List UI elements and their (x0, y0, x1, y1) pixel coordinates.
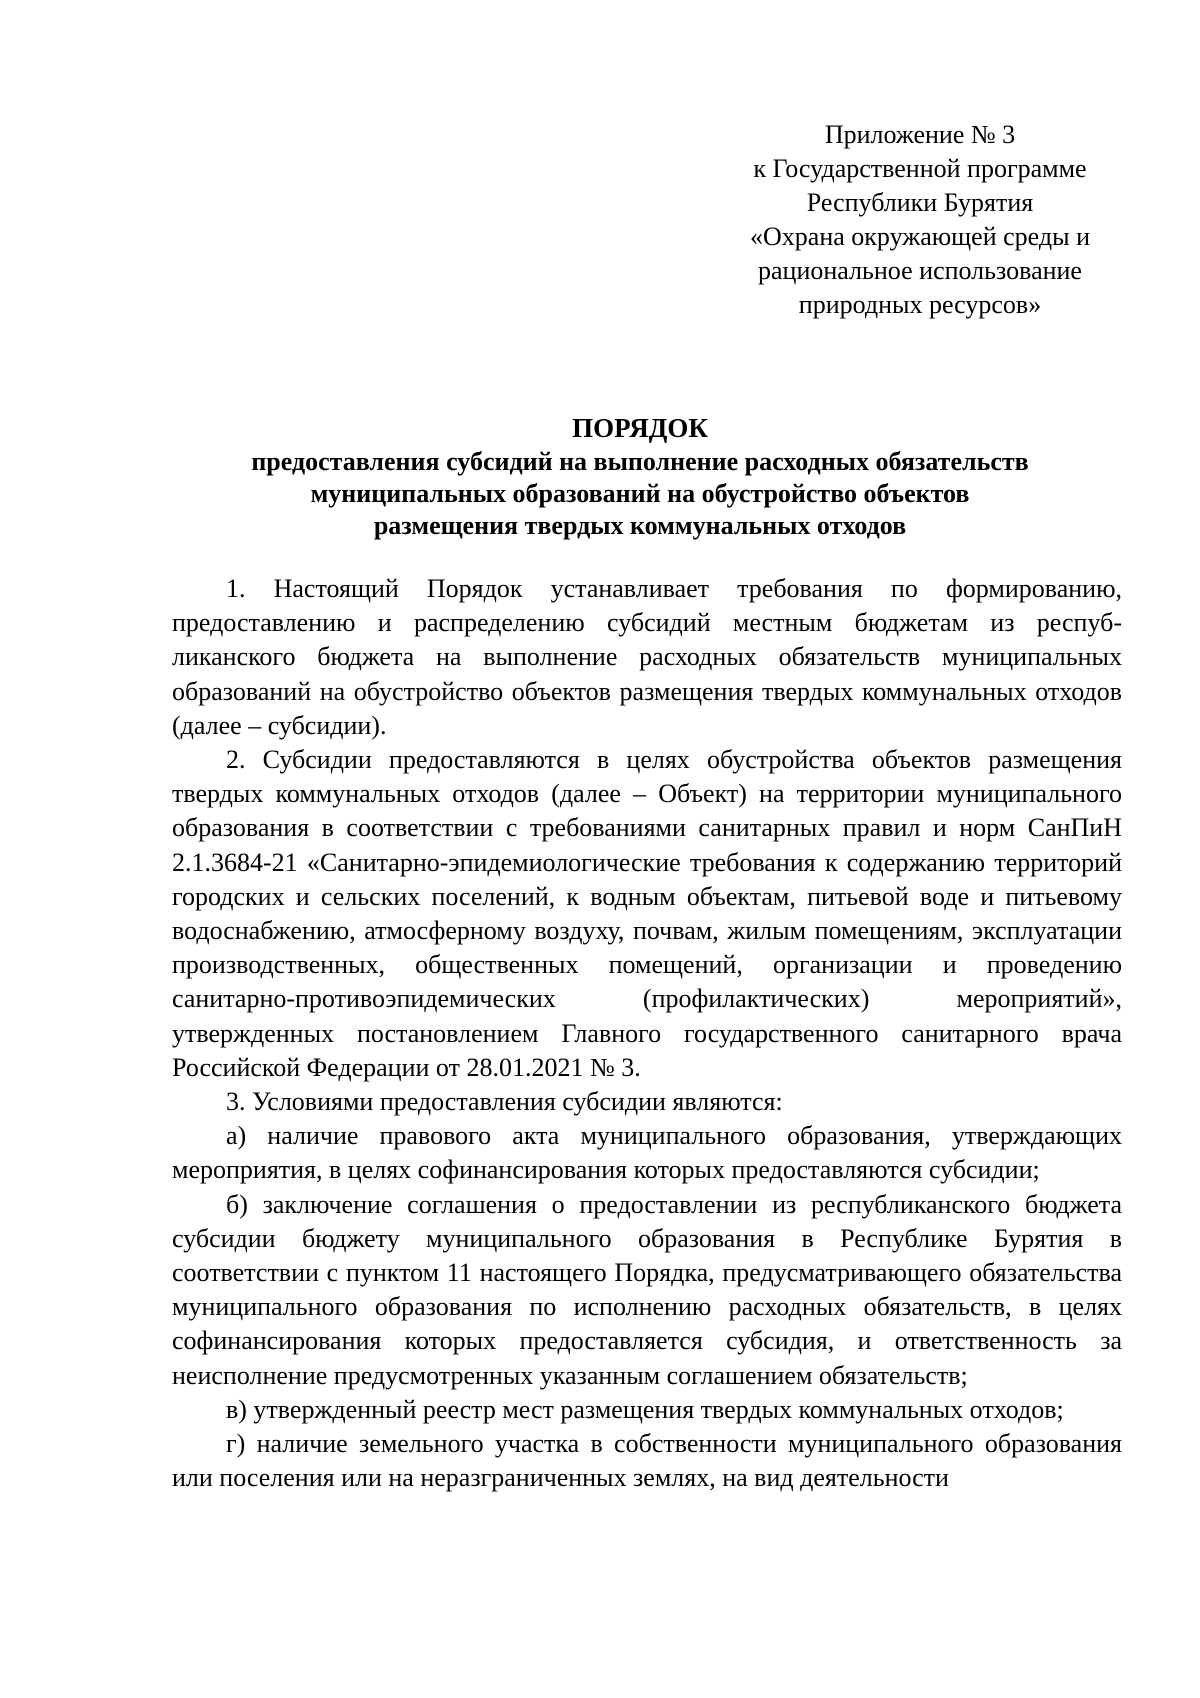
paragraph-3a: а) наличие правового акта муниципального образования, утверждающих мероприятия, в целях софинансирования которых предоставляются субсидии; (172, 1121, 1122, 1185)
document-subtitle-line: муниципальных образований на обустройство объектов (310, 479, 970, 508)
appendix-line: Республики Бурятия (806, 188, 1034, 217)
appendix-line: к Государственной программе (753, 154, 1087, 183)
paragraph-1: 1. Настоящий Порядок устанавливает требования по формированию, предоставлению и распределению субсидий местным бюджетам из республиканского бюджета на выполнение расходных обязательств муниципальных образований на обустройство объектов размещения твердых коммунальных отходов (далее – субсидии). (172, 574, 1122, 740)
paragraph-2: 2. Субсидии предоставляются в целях обустройства объектов размещения твердых коммунальных отходов (далее – Объект) на территории муниципального образования в соответствии с требованиями санитарных правил и норм СанПиН 2.1.3684-21 «Санитарно-эпидемиологические требования к содержанию территорий городских и сельских поселений, к водным объектам, питьевой воде и питьевому водоснабжению, атмосферному воздуху, почвам, жилым помещениям, эксплуатации производственных, общественных помещений, организации и проведению санитарно-противоэпидемических (профилактических) мероприятий», утвержденных постановлением Главного государственного санитарного врача Российской Федерации от 28.01.2021 № 3. (172, 745, 1122, 1082)
paragraph-3d: г) наличие земельного участка в собственности муниципального образования или поселения или на неразграниченных землях, на вид деятельности (172, 1429, 1122, 1493)
document-body (172, 572, 1122, 1495)
document-title: ПОРЯДОК (572, 413, 708, 443)
paragraph-3: 3. Условиями предоставления субсидии являются: (226, 1087, 783, 1117)
appendix-line: Приложение № 3 (824, 120, 1016, 149)
document-subtitle-line: предоставления субсидий на выполнение расходных обязательств (251, 447, 1029, 476)
document-subtitle-line: размещения твердых коммунальных отходов (373, 511, 907, 540)
appendix-line: природных ресурсов» (798, 290, 1042, 319)
appendix-line: «Охрана окружающей среды и (750, 222, 1090, 251)
appendix-line: рациональное использование (758, 256, 1082, 285)
document-heading (160, 412, 1120, 542)
paragraph-3c: в) утвержденный реестр мест размещения твердых коммунальных отходов; (226, 1394, 1064, 1424)
appendix-note (700, 118, 1140, 322)
paragraph-3b: б) заключение соглашения о предоставлении из республиканского бюджета субсидии бюджету муниципального образования в Республике Бурятия в соответствии с пунктом 11 настоящего Порядка, предусматривающего обязательства муниципального образования по исполнению расходных обязательств, в целях софинансирования которых предоставляется субсидия, и ответственность за неисполнение предусмотренных указанным соглашением обязательств; (172, 1189, 1122, 1390)
